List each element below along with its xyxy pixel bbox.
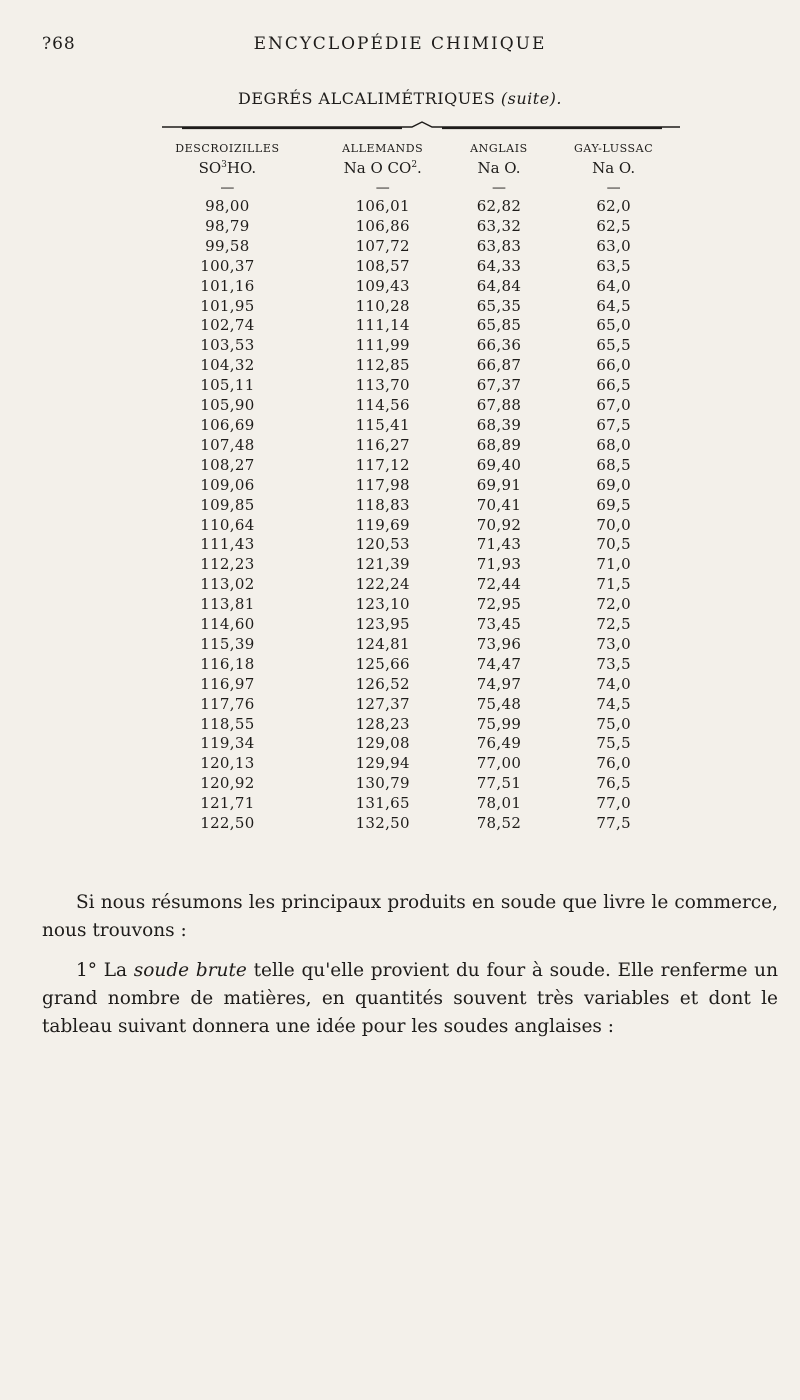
table-cell: 68,0: [596, 435, 631, 454]
table-row: [140, 436, 680, 456]
column-dash: —: [491, 180, 506, 196]
table-row: [140, 595, 680, 615]
table-cell: 63,0: [596, 236, 631, 255]
column-dash: —: [375, 180, 390, 196]
table-cell: 78,01: [476, 794, 522, 813]
table-cell: 64,33: [476, 256, 522, 275]
column-name: GAY-LUSSAC: [573, 141, 654, 155]
table-cell: 77,00: [476, 754, 522, 773]
table-cell: 68,5: [596, 455, 631, 474]
table-cell: 108,27: [200, 455, 255, 474]
table-row: [140, 237, 680, 257]
table-cell: 109,06: [200, 475, 255, 494]
table-cell: 67,5: [596, 415, 631, 434]
table-cell: 65,5: [596, 336, 631, 355]
table-cell: 63,5: [596, 256, 631, 275]
table-row: [140, 316, 680, 336]
table-title-text: DEGRÉS ALCALIMÉTRIQUES: [237, 89, 496, 108]
table-row: [140, 197, 680, 217]
table-row: [140, 257, 680, 277]
table-cell: 73,0: [596, 634, 631, 653]
table-cell: 113,81: [200, 595, 255, 614]
column-formula: Na O.: [592, 159, 636, 177]
table-cell: 73,5: [596, 654, 631, 673]
table-cell: 110,28: [355, 296, 410, 315]
table-cell: 71,93: [476, 555, 522, 574]
table-cell: 130,79: [355, 774, 410, 793]
table-cell: 111,14: [355, 316, 410, 335]
table-cell: 116,18: [200, 654, 255, 673]
table-row: [140, 794, 680, 814]
column-name: DESCROIZILLES: [175, 141, 280, 155]
table-cell: 68,39: [476, 415, 522, 434]
table-cell: 109,85: [200, 495, 255, 514]
table-cell: 101,95: [200, 296, 255, 315]
page-number: ?68: [42, 34, 76, 54]
table-cell: 69,5: [596, 495, 631, 514]
column-name: ALLEMANDS: [342, 141, 424, 155]
table-row: [140, 635, 680, 655]
table-row: [140, 774, 680, 794]
paragraph-soude-brute: 1° La soude brute telle qu'elle provient du four à soude. Elle renferme un grand nombre de matières, en quantités souvent très variables et dont le tableau suivant donnera une idée pour les soudes anglaises :: [42, 959, 779, 1037]
table-cell: 125,66: [355, 654, 410, 673]
table-cell: 114,60: [200, 615, 255, 634]
table-cell: 105,11: [200, 376, 255, 395]
table-row: [140, 376, 680, 396]
table-cell: 103,53: [200, 336, 255, 355]
table-cell: 120,53: [355, 535, 410, 554]
table-row: [140, 416, 680, 436]
table-cell: 106,86: [355, 216, 410, 235]
column-names-row: [140, 139, 680, 157]
table-row: [140, 476, 680, 496]
table-cell: 65,85: [476, 316, 522, 335]
table-row: [140, 675, 680, 695]
table-row: [140, 615, 680, 635]
table-row: [140, 575, 680, 595]
table-cell: 129,08: [355, 734, 410, 753]
table-cell: 116,27: [355, 435, 410, 454]
table-row: [140, 535, 680, 555]
table-row: [140, 297, 680, 317]
table-title-suffix: (suite).: [500, 89, 563, 108]
table-row: [140, 277, 680, 297]
table-cell: 120,13: [200, 754, 255, 773]
table-cell: 102,74: [200, 316, 255, 335]
table-cell: 111,43: [200, 535, 255, 554]
table-cell: 121,39: [355, 555, 410, 574]
table-cell: 115,41: [355, 415, 410, 434]
table-cell: 69,0: [596, 475, 631, 494]
table-cell: 63,32: [476, 216, 522, 235]
table-cell: 72,44: [476, 575, 522, 594]
alkalimetric-table: [140, 139, 680, 834]
table-cell: 119,69: [355, 515, 410, 534]
ornamental-rule: [162, 121, 680, 133]
table-body: [140, 197, 680, 834]
table-cell: 73,45: [476, 615, 522, 634]
table-cell: 111,99: [355, 336, 410, 355]
table-row: [140, 356, 680, 376]
column-formula: Na O $CO^2$.: [343, 159, 422, 177]
running-title: ENCYCLOPÉDIE CHIMIQUE: [253, 34, 547, 54]
table-row: [140, 496, 680, 516]
table-cell: 67,88: [476, 396, 522, 415]
table-cell: 112,23: [200, 555, 255, 574]
table-cell: 120,92: [200, 774, 255, 793]
table-row: [140, 516, 680, 536]
table-cell: 71,5: [596, 575, 631, 594]
table-cell: 72,0: [596, 595, 631, 614]
table-row: [140, 396, 680, 416]
column-dash: —: [606, 180, 621, 196]
table-cell: 115,39: [200, 634, 255, 653]
table-cell: 109,43: [355, 276, 410, 295]
table-cell: 72,5: [596, 615, 631, 634]
table-cell: 105,90: [200, 396, 255, 415]
table-row: [140, 695, 680, 715]
table-cell: 119,34: [200, 734, 255, 753]
table-cell: 75,48: [476, 694, 522, 713]
table-cell: 106,01: [355, 197, 410, 215]
table-cell: 75,5: [596, 734, 631, 753]
table-cell: 64,0: [596, 276, 631, 295]
table-cell: 122,50: [200, 814, 255, 833]
table-row: [140, 754, 680, 774]
column-formula: Na O.: [477, 159, 521, 177]
table-cell: 65,35: [476, 296, 522, 315]
table-cell: 69,91: [476, 475, 522, 494]
table-cell: 71,0: [596, 555, 631, 574]
table-cell: 74,5: [596, 694, 631, 713]
table-cell: 121,71: [200, 794, 255, 813]
table-cell: 67,0: [596, 396, 631, 415]
table-cell: 64,5: [596, 296, 631, 315]
table-cell: 70,0: [596, 515, 631, 534]
table-cell: 123,95: [355, 615, 410, 634]
table-cell: 132,50: [355, 814, 410, 833]
table-cell: 128,23: [355, 714, 410, 733]
table-cell: 68,89: [476, 435, 522, 454]
table-cell: 71,43: [476, 535, 522, 554]
table-cell: 77,5: [596, 814, 631, 833]
table-cell: 65,0: [596, 316, 631, 335]
table-row: [140, 217, 680, 237]
table-cell: 66,5: [596, 376, 631, 395]
table-cell: 70,41: [476, 495, 522, 514]
table-cell: 63,83: [476, 236, 522, 255]
table-cell: 126,52: [355, 674, 410, 693]
table-cell: 67,37: [476, 376, 522, 395]
table-cell: 64,84: [476, 276, 522, 295]
table-cell: 62,5: [596, 216, 631, 235]
table-cell: 98,79: [205, 216, 250, 235]
table-row: [140, 715, 680, 735]
table-row: [140, 456, 680, 476]
term-soude-brute: soude brute: [133, 959, 247, 981]
table-cell: 70,5: [596, 535, 631, 554]
table-row: [140, 555, 680, 575]
table-cell: 113,02: [200, 575, 255, 594]
table-cell: 75,0: [596, 714, 631, 733]
table-cell: 62,82: [476, 197, 522, 215]
table-cell: 110,64: [200, 515, 255, 534]
table-cell: 74,97: [476, 674, 522, 693]
table-row: [140, 814, 680, 834]
table-row: [140, 655, 680, 675]
table-cell: 117,98: [355, 475, 410, 494]
table-cell: 70,92: [476, 515, 522, 534]
table-cell: 77,0: [596, 794, 631, 813]
table-cell: 66,0: [596, 356, 631, 375]
table-cell: 69,40: [476, 455, 522, 474]
column-name: ANGLAIS: [470, 141, 528, 155]
table-cell: 118,83: [355, 495, 410, 514]
table-cell: 114,56: [355, 396, 410, 415]
column-dash: —: [220, 180, 235, 196]
table-cell: 66,36: [476, 336, 522, 355]
table-cell: 122,24: [355, 575, 410, 594]
column-formula: $SO^3HO$.: [198, 159, 257, 177]
table-cell: 117,12: [355, 455, 410, 474]
table-cell: 74,47: [476, 654, 522, 673]
table-cell: 118,55: [200, 714, 255, 733]
table-cell: 116,97: [200, 674, 255, 693]
table-cell: 78,52: [476, 814, 522, 833]
table-cell: 108,57: [355, 256, 410, 275]
table-cell: 131,65: [355, 794, 410, 813]
table-cell: 101,16: [200, 276, 255, 295]
table-cell: 127,37: [355, 694, 410, 713]
table-cell: 66,87: [476, 356, 522, 375]
table-cell: 98,00: [205, 197, 250, 215]
table-cell: 117,76: [200, 694, 255, 713]
table-cell: 100,37: [200, 256, 255, 275]
table-cell: 107,72: [355, 236, 410, 255]
table-cell: 107,48: [200, 435, 255, 454]
table-row: [140, 336, 680, 356]
table-cell: 123,10: [355, 595, 410, 614]
table-cell: 76,5: [596, 774, 631, 793]
page-header: [0, 34, 800, 58]
paragraph-summary: Si nous résumons les principaux produits en soude que livre le commerce, nous trouvons :: [42, 891, 778, 941]
table-cell: 99,58: [205, 236, 250, 255]
table-cell: 72,95: [476, 595, 522, 614]
table-title: [0, 89, 800, 108]
column-formulas-row: [140, 157, 680, 179]
table-cell: 106,69: [200, 415, 255, 434]
table-cell: 124,81: [355, 634, 410, 653]
table-cell: 112,85: [355, 356, 410, 375]
table-cell: 75,99: [476, 714, 522, 733]
table-cell: 74,0: [596, 674, 631, 693]
table-cell: 77,51: [476, 774, 522, 793]
table-cell: 73,96: [476, 634, 522, 653]
table-cell: 104,32: [200, 356, 255, 375]
table-cell: 113,70: [355, 376, 410, 395]
table-cell: 129,94: [355, 754, 410, 773]
dash-row: [140, 179, 680, 197]
table-cell: 76,0: [596, 754, 631, 773]
table-cell: 76,49: [476, 734, 522, 753]
table-cell: 62,0: [596, 197, 631, 215]
table-row: [140, 734, 680, 754]
